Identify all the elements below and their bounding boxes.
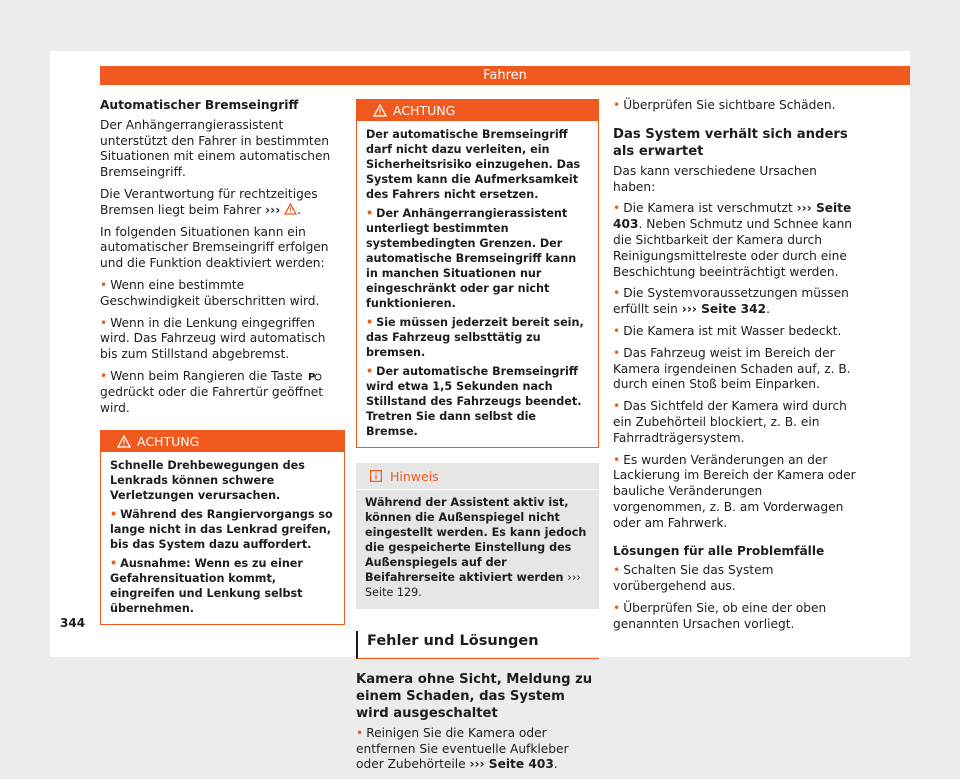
page-reference-link[interactable]: ››› Seite 403 xyxy=(469,757,554,772)
list-item: • Die Kamera ist verschmutzt ››› Seite 403. Neben Schmutz und Schnee kann die Sichtbarkeit der Kamera durch Reinigungsmittelreste oder durch eine Beschichtung beeinträchtigt werden. xyxy=(613,201,853,279)
warning-item: • Der Anhängerrangierassistent unterliegt bestimmten systembedingten Grenzen. Der automatische Bremseingriff kann in manchen Situationen nur eingeschränkt oder gar nicht funktionieren. xyxy=(366,207,577,310)
warning-header xyxy=(357,100,598,121)
list-item: • Reinigen Sie die Kamera oder entfernen Sie eventuelle Aufkleber oder Zubehörteile ››› Seite 403. xyxy=(356,725,569,772)
warning-triangle-icon xyxy=(373,104,387,117)
warning-item: • Während des Rangiervorgangs so lange nicht in das Lenkrad greifen, bis das System dazu auffordert. xyxy=(110,508,333,552)
list-item: • Es wurden Veränderungen an der Lackierung im Bereich der Kamera oder bauliche Veränderungen vorgenommen, z. B. am Vorderwagen oder am Fahrwerk. xyxy=(613,452,856,530)
list-item: • Wenn eine bestimmte Geschwindigkeit überschritten wird. xyxy=(100,277,320,308)
list-item: • Das Fahrzeug weist im Bereich der Kamera irgendeinen Schaden auf, z. B. durch einen Stoß beim Einparken. xyxy=(613,345,851,392)
warning-item: • Sie müssen jederzeit bereit sein, das Fahrzeug selbsttätig zu bremsen. xyxy=(366,316,584,359)
column-left xyxy=(100,98,345,625)
list-item: • Schalten Sie das System vorübergehend aus. xyxy=(613,563,774,594)
list-item: • Überprüfen Sie, ob eine der oben genannten Ursachen vorliegt. xyxy=(613,600,827,631)
page-reference-link[interactable]: ››› Seite 342 xyxy=(681,302,767,317)
list-item: • Die Systemvoraussetzungen müssen erfüllt sein ››› Seite 342. xyxy=(613,286,849,317)
warning-triangle-icon xyxy=(117,435,131,448)
parking-button-icon xyxy=(308,370,322,382)
warning-label: ACHTUNG xyxy=(137,434,200,450)
warning-intro: Schnelle Drehbewegungen des Lenkrads können schwere Verletzungen verursachen. xyxy=(110,459,305,503)
column-middle xyxy=(356,99,599,779)
paragraph: Das kann verschiedene Ursachen haben: xyxy=(613,163,817,194)
paragraph: Die Verantwortung für rechtzeitiges Bremsen liegt beim Fahrer ››› . xyxy=(100,186,318,217)
hint-text: Während der Assistent aktiv ist, können die Außenspiegel nicht eingestellt werden. Es kann jedoch die gespeicherte Einstellung des Außenspiegels auf der Beifahrerseite aktiviert werden xyxy=(365,496,587,584)
warning-header xyxy=(101,431,344,452)
list-item: • Überprüfen Sie sichtbare Schäden. xyxy=(613,98,836,112)
warning-item: • Ausnahme: Wenn es zu einer Gefahrensituation kommt, eingreifen und Lenkung selbst übernehmen. xyxy=(110,557,303,616)
hint-box xyxy=(356,463,599,609)
hint-label: Hinweis xyxy=(390,469,439,484)
column-right xyxy=(613,98,856,639)
manual-page xyxy=(50,51,910,772)
list-item: • Wenn beim Rangieren die Taste P gedrückt oder die Fahrertür geöffnet wird. xyxy=(100,368,323,415)
sub-heading: Das System verhält sich anders als erwartet xyxy=(613,126,848,159)
solutions-heading: Lösungen für alle Problemfälle xyxy=(613,543,825,558)
chapter-title: Fahren xyxy=(483,68,527,83)
cross-reference-link[interactable]: ››› xyxy=(265,202,281,217)
list-item: • Die Kamera ist mit Wasser bedeckt. xyxy=(613,323,842,338)
hint-header xyxy=(356,463,599,490)
chapter-header xyxy=(100,66,910,85)
section-heading: Automatischer Bremseingriff xyxy=(100,98,299,112)
warning-item: • Der automatische Bremseingriff wird etwa 1,5 Sekunden nach Stillstand des Fahrzeugs beendet. Tretren Sie dann selbst die Bremse. xyxy=(366,365,582,438)
warning-label: ACHTUNG xyxy=(393,103,456,118)
svg-text:P: P xyxy=(308,371,316,382)
warning-box xyxy=(100,430,345,625)
list-item: • Das Sichtfeld der Kamera wird durch ein Zubehörteil blockiert, z. B. ein Fahrradträgersystem. xyxy=(613,399,847,445)
bullet-icon: • xyxy=(100,368,108,383)
bullet-icon: • xyxy=(100,277,108,292)
info-icon xyxy=(370,470,382,482)
sub-heading: Kamera ohne Sicht, Meldung zu einem Schaden, das System wird ausgeschaltet xyxy=(356,671,593,721)
warning-intro: Der automatische Bremseingriff darf nicht dazu verleiten, ein Sicherheitsrisiko einzugehen. Das System kann die Aufmerksamkeit des Fahrers nicht ersetzen. xyxy=(366,128,581,201)
paragraph: In folgenden Situationen kann ein automatischer Bremseingriff erfolgen und die Funktion deaktiviert werden: xyxy=(100,224,329,271)
warning-triangle-icon xyxy=(284,203,297,215)
list-item: • Wenn in die Lenkung eingegriffen wird. Das Fahrzeug wird automatisch bis zum Stillstand abgebremst. xyxy=(100,315,326,362)
paragraph: Der Anhängerrangierassistent unterstützt den Fahrer in bestimmten Situationen mit einem automatischen Bremseingriff. xyxy=(100,117,331,180)
section-title: Fehler und Lösungen xyxy=(356,631,599,659)
page-reference-link[interactable]: ››› Seite 403 xyxy=(613,201,852,232)
hint-page-link[interactable]: ››› Seite 129. xyxy=(365,571,581,599)
warning-box xyxy=(356,99,599,448)
page-number: 344 xyxy=(60,616,86,630)
bullet-icon: • xyxy=(100,315,108,330)
